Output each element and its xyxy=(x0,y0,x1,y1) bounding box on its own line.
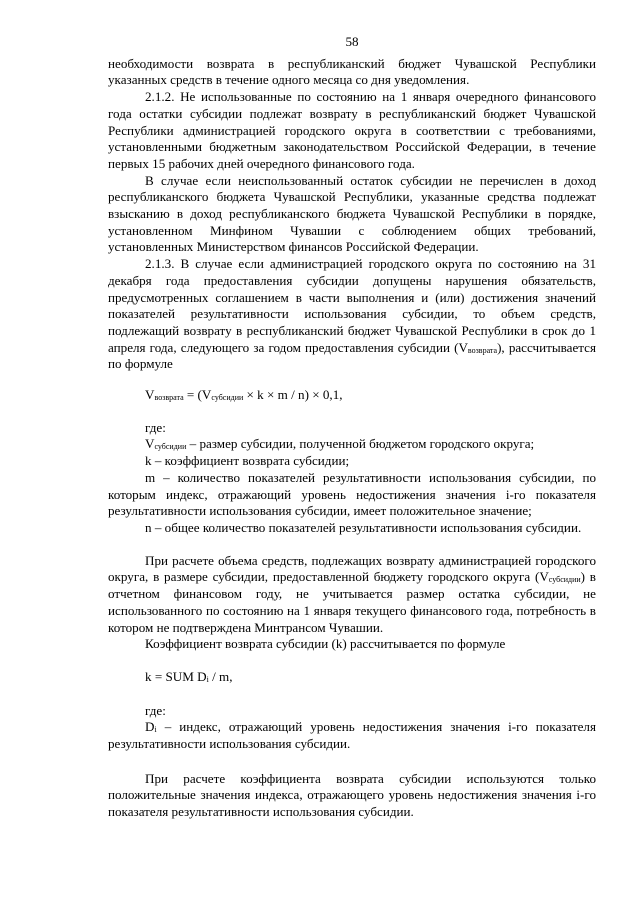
definition-n: n – общее количество показателей результативности использования субсидии. xyxy=(145,519,582,535)
definition-v-sub: субсидии xyxy=(154,442,187,452)
definition-d-text: – индекс, отражающий уровень недостижения значения i-го показателя результативности использования субсидии. xyxy=(108,719,596,752)
paragraph-2-1-3 xyxy=(108,256,596,373)
paragraph-2-1-3-end: ), рассчитывается по формуле xyxy=(108,339,597,372)
formula-sub-subsidii: субсидии xyxy=(211,393,244,403)
formula-mid: = (V xyxy=(183,387,212,403)
formula-v: V xyxy=(145,387,155,403)
subscript-subsidii: субсидии xyxy=(548,575,581,585)
definition-m: m – количество показателей результативности использования субсидии, по которым индекс, отражающий уровень недостижения значения i-го показателя результативности использования субсидии, имеет положительное значение; xyxy=(108,469,596,519)
document-page xyxy=(108,34,596,821)
paragraph-refund-end: ) в отчетном финансовом году, не учитывается размер остатка субсидии, не использованного по состоянию на 1 января текущего финансового года, потребность в котором не подтверждена Минтрансом Чувашии. xyxy=(108,569,596,635)
formula2-pre: k = SUM D xyxy=(145,668,207,684)
paragraph-2-1-2: 2.1.2. Не использованные по состоянию на 1 января очередного финансового года остатки субсидии подлежат возврату в республиканский бюджет Чувашской Республики администрацией городского округа в соответствии с требованиями, установленными бюджетным законодательством Российской Федерации, в течение первых 15 рабочих дней очередного финансового года. xyxy=(108,89,596,171)
paragraph-positive-values: При расчете коэффициента возврата субсидии используются только положительные значения индекса, отражающего уровень недостижения значения i-го показателя результативности использования субсидии. xyxy=(108,770,596,820)
definition-d-letter: D xyxy=(145,719,155,735)
paragraph-refund-text: При расчете объема средств, подлежащих возврату администрацией городского округа, в размере субсидии, предоставленной бюджету городского округа (V xyxy=(108,552,596,585)
spacer xyxy=(108,753,596,771)
formula2-sub: i xyxy=(206,674,209,684)
formula-refund-volume xyxy=(108,387,596,404)
subscript-vozvrata: возврата xyxy=(467,345,498,355)
definition-d xyxy=(108,719,596,752)
definition-v-text: – размер субсидии, полученной бюджетом городского округа; xyxy=(186,436,535,452)
where-label-1: где: xyxy=(145,419,166,435)
definition-d-sub: i xyxy=(154,725,157,735)
formula2-post: / m, xyxy=(208,668,233,684)
formula-sub-vozvrata: возврата xyxy=(154,393,184,403)
definition-k: k – коэффициент возврата субсидии; xyxy=(145,453,350,469)
paragraph-continuation: необходимости возврата в республиканский бюджет Чувашской Республики указанных средств в течение одного месяца со дня уведомления. xyxy=(108,55,596,88)
paragraph-2-1-3-text: 2.1.3. В случае если администрацией городского округа по состоянию на 31 декабря года предоставления субсидии допущены нарушения обязательств, предусмотренных соглашением в части выполнения и (или) достижения значений показателей результативности использования субсидии, то объем средств, подлежащий возврату в республиканский бюджет Чувашской Республики в срок до 1 апреля года, следующего за годом предоставления субсидии (V xyxy=(108,256,596,355)
formula-coefficient xyxy=(108,669,596,686)
page-number: 58 xyxy=(345,34,359,49)
where-label-2: где: xyxy=(145,702,166,718)
paragraph-coefficient: Коэффициент возврата субсидии (k) рассчитывается по формуле xyxy=(145,636,506,652)
definition-v-subsidii xyxy=(108,436,596,453)
formula-rest: × k × m / n) × 0,1, xyxy=(243,387,343,403)
paragraph-unspent-balance: В случае если неиспользованный остаток субсидии не перечислен в доход республиканского бюджета Чувашской Республики, указанные средства подлежат взысканию в доход республиканского бюджета Чувашской Республики в порядке, установленном Минфином Чувашии с соблюдением общих требований, установленных Министерством финансов Российской Федерации. xyxy=(108,172,596,255)
paragraph-refund-calculation xyxy=(108,553,596,637)
spacer xyxy=(108,537,596,553)
definition-v: V xyxy=(145,436,155,452)
